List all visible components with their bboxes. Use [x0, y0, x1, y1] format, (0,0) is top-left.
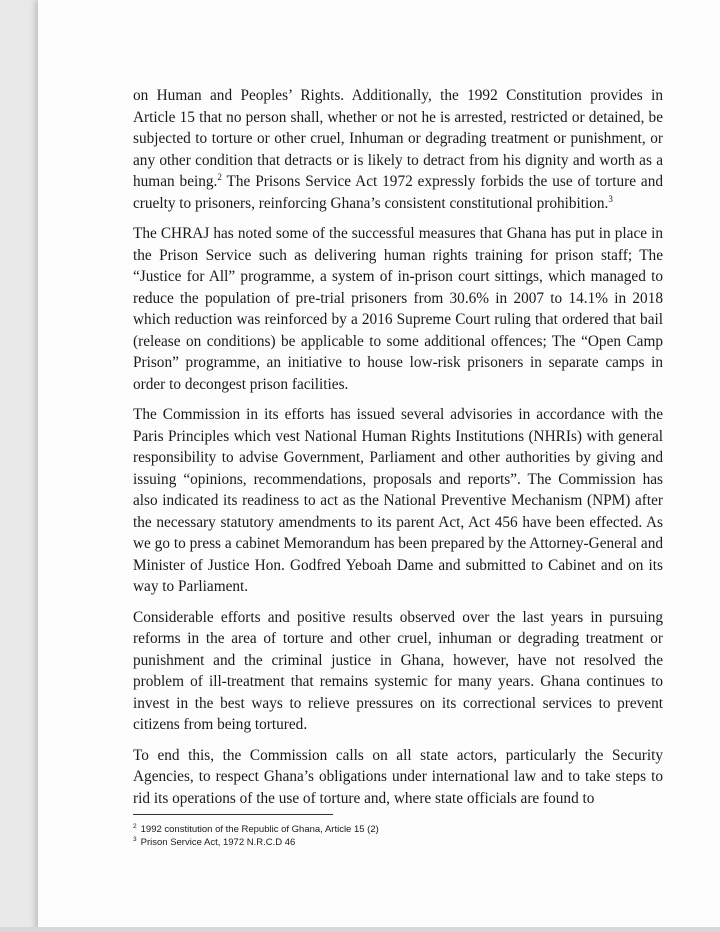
document-page: [38, 0, 720, 932]
page-bottom-edge: [0, 927, 720, 932]
footnote-3: $^3$ Prison Service Act, 1972 N.R.C.D 46: [133, 835, 296, 848]
paragraph-4: Considerable efforts and positive results observed over the last years in pursuing reforms in the area of torture and other cruel, inhuman or degrading treatment or punishment and the criminal justice in Ghana, however, have not resolved the problem of ill-treatment that remains systemic for many years. Ghana continues to invest in the best ways to relieve pressures on its correctional services to prevent citizens from being tortured.: [133, 608, 663, 733]
paragraph-5: To end this, the Commission calls on all state actors, particularly the Security Agencies, to respect Ghana’s obligations under international law and to take steps to rid its operations of the use of torture and, where state officials are found to: [133, 746, 663, 807]
footnote-ref-3[interactable]: 3: [608, 193, 613, 204]
footnote-2: $^2$ 1992 constitution of the Republic of Ghana, Article 15 (2): [133, 822, 379, 835]
paragraph-2: The CHRAJ has noted some of the successful measures that Ghana has put in place in the Prison Service such as delivering human rights training for prison staff; The “Justice for All” programme, a system of in-prison court sittings, which managed to reduce the population of pre-trial prisoners from 30.6% in 2007 to 14.1% in 2018 which reduction was reinforced by a 2016 Supreme Court ruling that ordered that bail (release on conditions) be applicable to some additional offences; The “Open Camp Prison” programme, an initiative to house low-risk prisoners in separate camps in order to decongest prison facilities.: [133, 225, 663, 393]
paragraph-1: on Human and Peoples’ Rights. Additionally, the 1992 Constitution provides in Article 15 that no person shall, whether or not he is arrested, restricted or detained, be subjected to torture or other cruel, Inhuman or degrading treatment or punishment, or any other condition that detracts or is likely to detract from his dignity and worth as a human being.$^2$ The Prisons Service Act 1972 expressly forbids the use of torture and cruelty to prisoners, reinforcing Ghana’s consistent constitutional prohibition.$^3$: [133, 87, 663, 212]
footnote-divider: [133, 814, 333, 815]
footnotes: [133, 823, 663, 849]
body-text: [133, 85, 663, 818]
paragraph-3: The Commission in its efforts has issued several advisories in accordance with the Paris Principles which vest National Human Rights Institutions (NHRIs) with general responsibility to advise Government, Parliament and other authorities by giving and issuing “opinions, recommendations, proposals and reports”. The Commission has also indicated its readiness to act as the National Preventive Mechanism (NPM) after the necessary statutory amendments to its parent Act, Act 456 have been effected. As we go to press a cabinet Memorandum has been prepared by the Attorney-General and Minister of Justice Hon. Godfred Yeboah Dame and submitted to Cabinet and on its way to Parliament.: [133, 406, 663, 595]
footnote-ref-2[interactable]: 2: [217, 171, 222, 182]
